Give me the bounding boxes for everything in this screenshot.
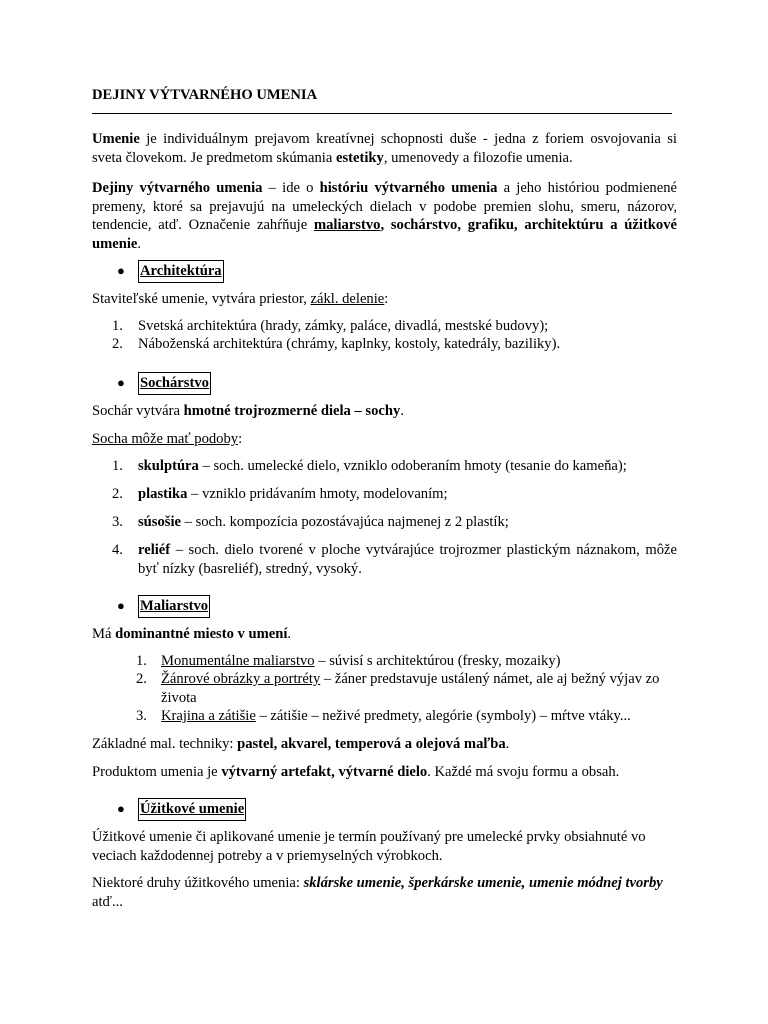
page-title: DEJINY VÝTVARNÉHO UMENIA (92, 87, 318, 103)
text: a jeho históriou podmienené premeny, ktoré sa prejavujú na umeleckých dielach v podobe premien slohu, smeru, názorov, tendencie, atď. Označenie zahŕňuje (92, 180, 677, 233)
term: skulptúra (138, 458, 199, 474)
bold-italic-text: sklárske umenie, šperkárske umenie, umenie módnej tvorby (303, 875, 663, 891)
text: – soch. dielo tvorené v ploche vytvárajúce trojrozmer plastickým náznakom, môže byť nízky (basreliéf), stredný, vysoký. (138, 542, 677, 577)
list-text (161, 707, 631, 726)
term-list: , sochárstvo, grafiku, architektúru a úžitkové umenie (92, 217, 677, 252)
list-number: 2. (112, 336, 123, 352)
maliarstvo-produkt (92, 763, 677, 782)
section-heading-label: Sochárstvo (138, 372, 211, 395)
intro-paragraph-2 (92, 179, 677, 253)
text: Staviteľské umenie, vytvára priestor, (92, 291, 311, 307)
text: . (287, 626, 292, 642)
list-text (161, 652, 560, 671)
term-historiu: históriu výtvarného umenia (319, 180, 498, 196)
list-number: 3. (136, 708, 147, 724)
list-text (138, 513, 509, 532)
text: atď... (92, 893, 123, 910)
section-heading-label: Úžitkové umenie (138, 798, 246, 821)
text: . (505, 736, 510, 752)
socharstvo-subheading (92, 430, 677, 449)
term-dejiny: Dejiny výtvarného umenia (92, 180, 263, 196)
text: – ide o (262, 180, 320, 196)
text: . (400, 403, 404, 419)
title-underline (92, 113, 672, 114)
list-number: 2. (112, 486, 123, 502)
bold-text: hmotné trojrozmerné diela – sochy (183, 403, 401, 419)
text: : (384, 291, 389, 307)
list-text: Náboženská architektúra (chrámy, kaplnky, kostoly, katedrály, baziliky). (138, 336, 561, 352)
text: : (238, 431, 243, 447)
maliarstvo-intro (92, 625, 677, 644)
list-number: 4. (112, 542, 123, 558)
term: Žánrové obrázky a portréty (161, 671, 321, 687)
text: – súvisí s architektúrou (fresky, mozaiky) (314, 653, 561, 669)
text: Niektoré druhy úžitkového umenia: (92, 875, 304, 891)
underlined-text: Socha môže mať podoby (92, 431, 239, 447)
uzitkove-paragraph-2 (92, 874, 677, 911)
list-text (138, 485, 448, 504)
text: Produktom umenia je (92, 764, 222, 780)
bullet-icon: ● (117, 801, 125, 816)
bullet-icon: ● (117, 598, 125, 613)
underlined-text: zákl. delenie (310, 291, 385, 307)
term-estetiky: estetiky (335, 149, 384, 166)
text: Základné mal. techniky: (92, 736, 238, 752)
list-text (161, 670, 681, 707)
bold-text: pastel, akvarel, temperová a olejová maľba (237, 736, 506, 752)
term: Krajina a zátišie (161, 708, 256, 724)
section-heading-label: Architektúra (138, 260, 224, 283)
list-text (138, 541, 677, 578)
term: súsošie (138, 514, 181, 530)
term: reliéf (138, 542, 171, 558)
list-text (138, 457, 627, 476)
term-umenie: Umenie (92, 131, 140, 147)
list-number: 1. (136, 653, 147, 669)
text: – vzniklo pridávaním hmoty, modelovaním; (187, 486, 448, 502)
list-number: 1. (112, 458, 123, 474)
text: . Každé má svoju formu a obsah. (427, 764, 620, 780)
bold-text: výtvarný artefakt, výtvarné dielo (221, 764, 428, 780)
uzitkove-paragraph-1: Úžitkové umenie či aplikované umenie je termín používaný pre umelecké prvky obsiahnuté vo veciach každodennej potreby a v priemyselných výrobkoch. (92, 829, 646, 864)
text: – zátišie – neživé predmety, alegórie (symboly) – mŕtve vtáky... (255, 708, 631, 724)
text: . (137, 235, 142, 252)
text: – soch. kompozícia pozostávajúca najmenej z 2 plastík; (180, 514, 509, 530)
term: Monumentálne maliarstvo (161, 653, 315, 669)
text: – žáner predstavuje ustálený námet, ale aj bežný výjav zo života (161, 671, 660, 706)
list-text: Svetská architektúra (hrady, zámky, paláce, divadlá, mestské budovy); (138, 318, 549, 334)
architektura-intro (92, 290, 677, 309)
maliarstvo-techniky (92, 735, 677, 754)
bold-text: dominantné miesto v umení (115, 626, 288, 642)
list-number: 1. (112, 318, 123, 334)
bullet-icon: ● (117, 375, 125, 390)
bullet-icon: ● (117, 263, 125, 278)
list-number: 3. (112, 514, 123, 530)
list-number: 2. (136, 671, 147, 687)
text: Sochár vytvára (92, 403, 184, 419)
intro-paragraph-1 (92, 130, 677, 167)
section-heading-label: Maliarstvo (138, 595, 210, 618)
text: je individuálnym prejavom kreatívnej schopnosti duše - jedna z foriem osvojovania si sveta človekom. Je predmetom skúmania (92, 131, 677, 166)
socharstvo-intro (92, 402, 677, 421)
text: – soch. umelecké dielo, vzniklo odoberaním hmoty (tesanie do kameňa); (198, 458, 627, 474)
text: Má (92, 626, 116, 642)
term-maliarstvo: maliarstvo (313, 217, 381, 233)
term: plastika (138, 486, 188, 502)
text: , umenovedy a filozofie umenia. (383, 149, 573, 166)
